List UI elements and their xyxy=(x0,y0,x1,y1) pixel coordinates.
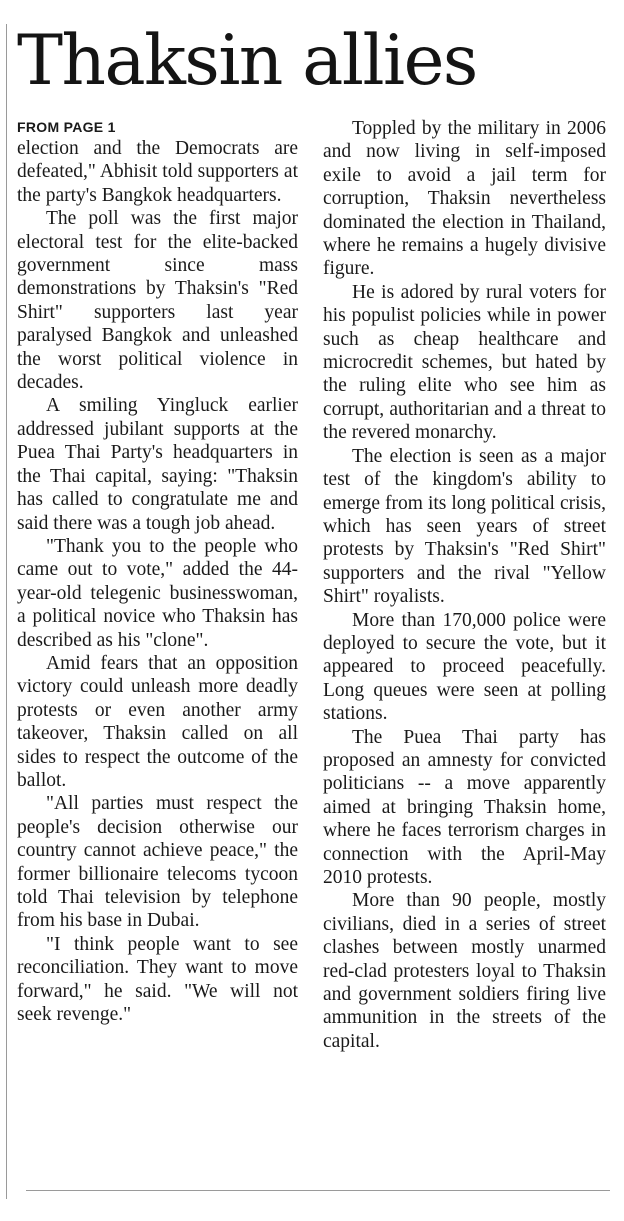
paragraph: More than 90 people, mostly civilians, died in a series of street clashes between mostly unarmed red-clad protesters loyal to Thaksin and government soldiers firing live ammunition in the streets of the capital. xyxy=(323,890,606,1052)
bottom-rule xyxy=(26,1190,610,1191)
paragraph: Toppled by the military in 2006 and now living in self-imposed exile to avoid a jail term for corruption, Thaksin nevertheless dominated the election in Thailand, where he remains a hugely divisive figure. xyxy=(323,118,606,280)
paragraph: "I think people want to see reconciliation. They want to move forward," he said. "We will not seek revenge." xyxy=(17,933,298,1026)
paragraph: The Puea Thai party has proposed an amnesty for convicted politicians -- a move apparently aimed at bringing Thaksin home, where he faces terrorism charges in connection with the April-May 2010 protests. xyxy=(323,726,606,888)
paragraph: "Thank you to the people who came out to vote," added the 44-year-old telegenic businesswoman, a political novice who Thaksin has described as his "clone". xyxy=(17,535,298,651)
left-column-rule xyxy=(6,24,7,1199)
paragraph: The election is seen as a major test of the kingdom's ability to emerge from its long political crisis, which has seen years of street protests by Thaksin's "Red Shirt" supporters and the rival "Yellow Shirt" royalists. xyxy=(323,445,606,608)
paragraph: Amid fears that an opposition victory could unleash more deadly protests or even another army takeover, Thaksin called on all sides to respect the outcome of the ballot. xyxy=(17,652,298,791)
paragraph: A smiling Yingluck earlier addressed jubilant supports at the Puea Thai Party's headquarters in the Thai capital, saying: "Thaksin has called to congratulate me and said there was a tough job ahead. xyxy=(17,395,298,534)
paragraph: "All parties must respect the people's decision otherwise our country cannot achieve peace," the former billionaire telecoms tycoon told Thai television by telephone from his base in Dubai. xyxy=(17,793,298,932)
article-column-right xyxy=(323,117,606,1053)
paragraph: The poll was the first major electoral test for the elite-backed government since mass demonstrations by Thaksin's "Red Shirt" supporters last year paralysed Bangkok and unleashed the worst political violence in decades. xyxy=(17,208,298,394)
paragraph: More than 170,000 police were deployed to secure the vote, but it appeared to proceed peacefully. Long queues were seen at polling stations. xyxy=(323,609,606,725)
from-page-kicker: FROM PAGE 1 xyxy=(17,119,116,135)
paragraph: election and the Democrats are defeated," Abhisit told supporters at the party's Bangkok headquarters. xyxy=(17,138,298,206)
paragraph: He is adored by rural voters for his populist policies while in power such as cheap healthcare and microcredit schemes, but hated by the ruling elite who see him as corrupt, authoritarian and a threat to the revered monarchy. xyxy=(323,281,606,444)
headline: Thaksin allies xyxy=(17,21,477,101)
article-column-left xyxy=(17,118,298,1026)
